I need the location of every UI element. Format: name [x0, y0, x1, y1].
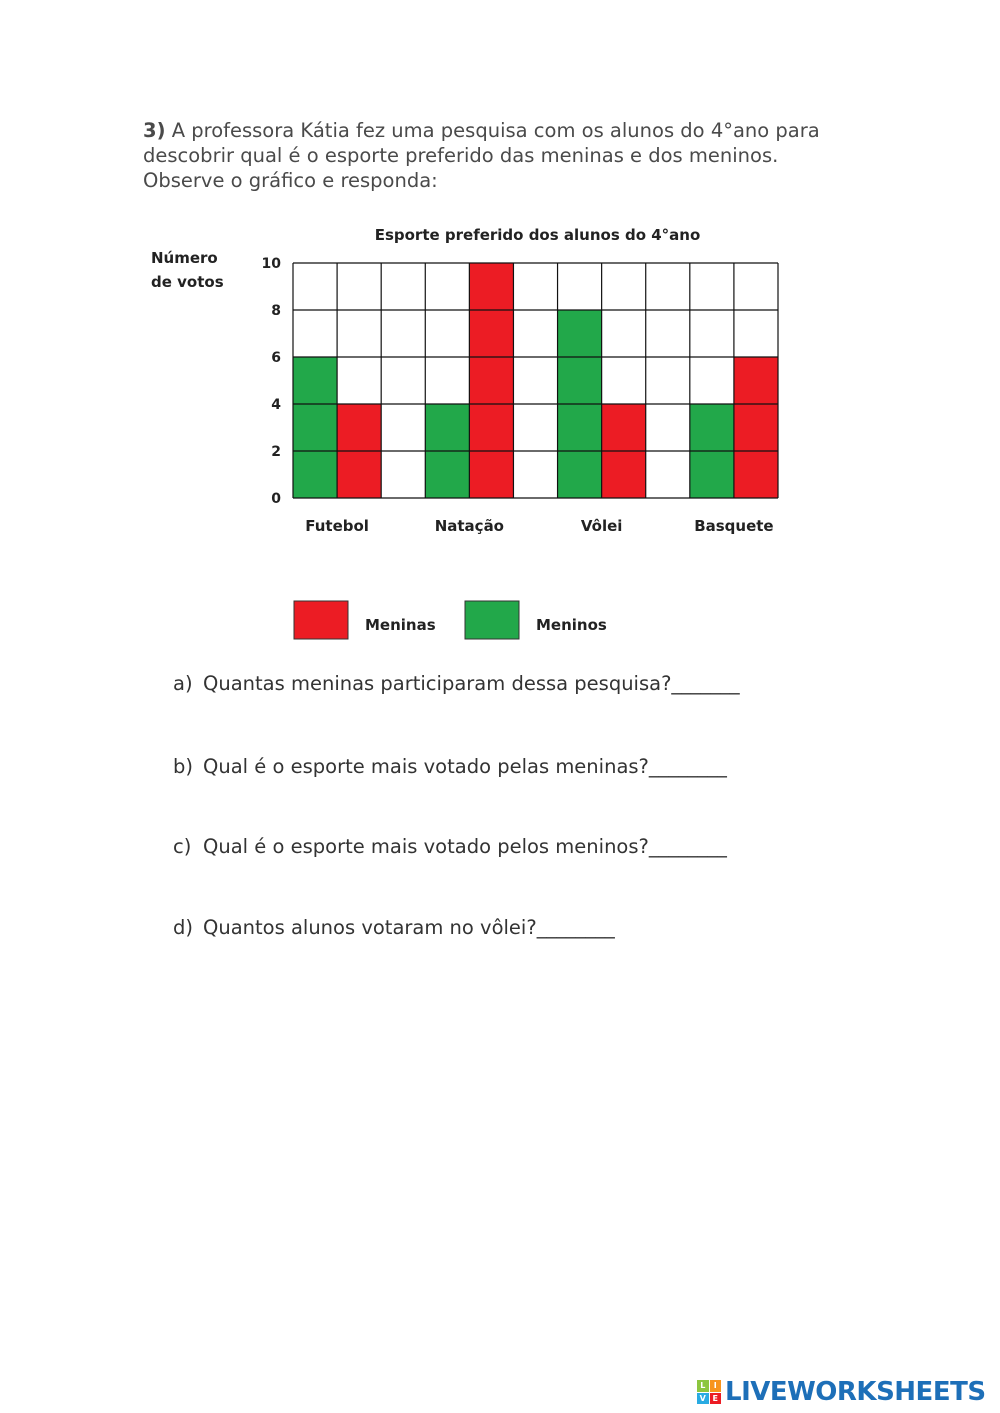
- logo-letter-e: E: [710, 1393, 722, 1405]
- statement-line-2: descobrir qual é o esporte preferido das meninas e dos meninos.: [143, 144, 779, 167]
- question-a: [173, 672, 740, 695]
- question-c: [173, 835, 727, 858]
- question-b: [173, 755, 727, 778]
- x-category-label: Basquete: [694, 517, 774, 535]
- y-tick-label: 0: [271, 491, 281, 507]
- bar-futebol-meninos: [293, 357, 337, 498]
- x-category-label: Vôlei: [580, 517, 623, 535]
- brand-name: LIVEWORKSHEETS: [725, 1377, 986, 1407]
- legend-label-meninas: Meninas: [365, 616, 436, 634]
- y-tick-label: 10: [261, 256, 281, 272]
- liveworksheets-logo-icon: [697, 1380, 721, 1404]
- legend-label-meninos: Meninos: [536, 616, 607, 634]
- question-c-letter: c): [173, 835, 192, 858]
- legend-swatch-meninos: [465, 601, 519, 639]
- question-d-letter: d): [173, 916, 193, 939]
- y-tick-label: 4: [271, 397, 281, 413]
- question-a-letter: a): [173, 672, 193, 695]
- y-axis-label-line-1: Número: [151, 249, 218, 267]
- x-category-label: Futebol: [305, 517, 369, 535]
- y-axis-label-line-2: de votos: [151, 273, 224, 291]
- bar-chart: [0, 0, 1000, 660]
- question-b-letter: b): [173, 755, 193, 778]
- statement-text-1: A professora Kátia fez uma pesquisa com os alunos do 4°ano para: [171, 119, 820, 142]
- question-b-text: Qual é o esporte mais votado pelas meninas?________: [203, 755, 727, 778]
- y-tick-label: 8: [271, 303, 281, 319]
- statement-line-3: Observe o gráfico e responda:: [143, 169, 438, 192]
- question-a-text: Quantas meninas participaram dessa pesquisa?_______: [203, 672, 740, 695]
- bar-natacao-meninas: [469, 263, 513, 498]
- question-c-text: Qual é o esporte mais votado pelos meninos?________: [203, 835, 727, 858]
- x-category-label: Natação: [434, 517, 505, 535]
- legend-swatch-meninas: [294, 601, 348, 639]
- question-d: [173, 916, 615, 939]
- liveworksheets-brand: [697, 1375, 986, 1409]
- exercise-number: 3): [143, 119, 166, 142]
- y-tick-label: 6: [271, 350, 281, 366]
- logo-letter-i: I: [710, 1380, 722, 1392]
- y-tick-label: 2: [271, 444, 281, 460]
- chart-title: Esporte preferido dos alunos do 4°ano: [374, 226, 701, 244]
- question-d-text: Quantos alunos votaram no vôlei?________: [203, 916, 615, 939]
- logo-letter-v: V: [697, 1393, 709, 1405]
- bar-basquete-meninas: [734, 357, 778, 498]
- logo-letter-l: L: [697, 1380, 709, 1392]
